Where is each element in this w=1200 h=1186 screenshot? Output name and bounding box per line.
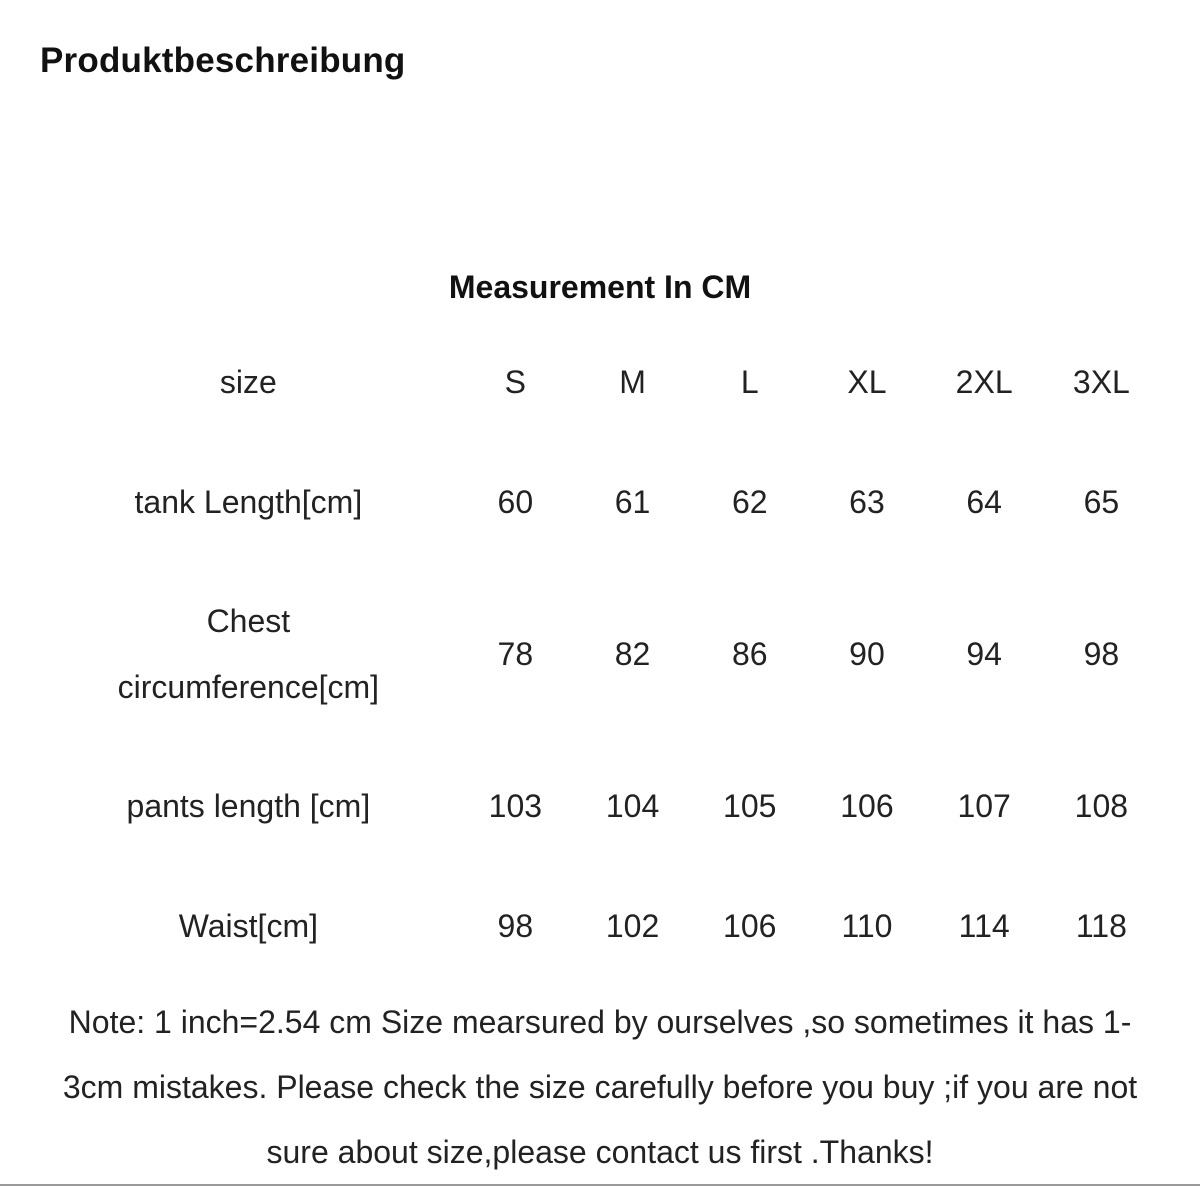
table-cell: 63 bbox=[849, 484, 885, 520]
size-note: Note: 1 inch=2.54 cm Size mearsured by ourselves ,so sometimes it has 1-3cm mistakes. Please check the size carefully before you buy ;if you are not sure about size,please contact us first .Thanks! bbox=[62, 1004, 1138, 1170]
table-row bbox=[40, 866, 1160, 986]
table-header-row bbox=[40, 322, 1160, 442]
table-row bbox=[40, 562, 1160, 746]
table-cell: 86 bbox=[731, 636, 768, 672]
table-cell: 94 bbox=[966, 636, 1002, 672]
row-label-tank-length: tank Length[cm] bbox=[134, 484, 363, 520]
page-heading: Produktbeschreibung bbox=[40, 41, 406, 80]
table-cell: 108 bbox=[1074, 788, 1129, 824]
table-cell: 61 bbox=[614, 484, 651, 520]
table-row bbox=[40, 442, 1160, 562]
table-cell: 78 bbox=[497, 636, 534, 672]
table-cell: 106 bbox=[840, 788, 894, 824]
table-cell: 114 bbox=[958, 908, 1010, 944]
chest-label-text: Chest circumference[cm] bbox=[117, 603, 380, 705]
table-cell: 110 bbox=[841, 908, 893, 944]
table-cell: 90 bbox=[849, 636, 885, 672]
table-cell: 103 bbox=[488, 788, 543, 824]
table-cell: 102 bbox=[605, 908, 660, 944]
table-cell: 62 bbox=[731, 484, 768, 520]
size-header-3xl: 3XL bbox=[1072, 364, 1130, 400]
size-header-xl: XL bbox=[847, 364, 887, 400]
table-cell: 106 bbox=[723, 908, 777, 944]
size-header-label: size bbox=[219, 364, 277, 400]
table-cell: 98 bbox=[497, 908, 534, 944]
table-cell: 104 bbox=[605, 788, 660, 824]
table-cell: 107 bbox=[957, 788, 1011, 824]
table-cell: 118 bbox=[1075, 908, 1127, 944]
row-label-pants-length: pants length [cm] bbox=[126, 788, 371, 824]
size-table-title: Measurement In CM bbox=[448, 269, 752, 305]
table-cell: 98 bbox=[1083, 636, 1120, 672]
table-cell: 65 bbox=[1083, 484, 1120, 520]
table-row bbox=[40, 746, 1160, 866]
size-header-m: M bbox=[619, 364, 646, 400]
table-cell: 64 bbox=[966, 484, 1002, 520]
table-cell: 82 bbox=[614, 636, 651, 672]
row-label-chest-circumference bbox=[40, 562, 457, 746]
row-label-waist: Waist[cm] bbox=[178, 908, 318, 944]
size-header-l: L bbox=[740, 364, 759, 400]
table-cell: 60 bbox=[497, 484, 534, 520]
size-header-s: S bbox=[504, 364, 526, 400]
size-header-2xl: 2XL bbox=[955, 364, 1013, 400]
table-cell: 105 bbox=[723, 788, 777, 824]
size-chart-table bbox=[40, 322, 1160, 986]
